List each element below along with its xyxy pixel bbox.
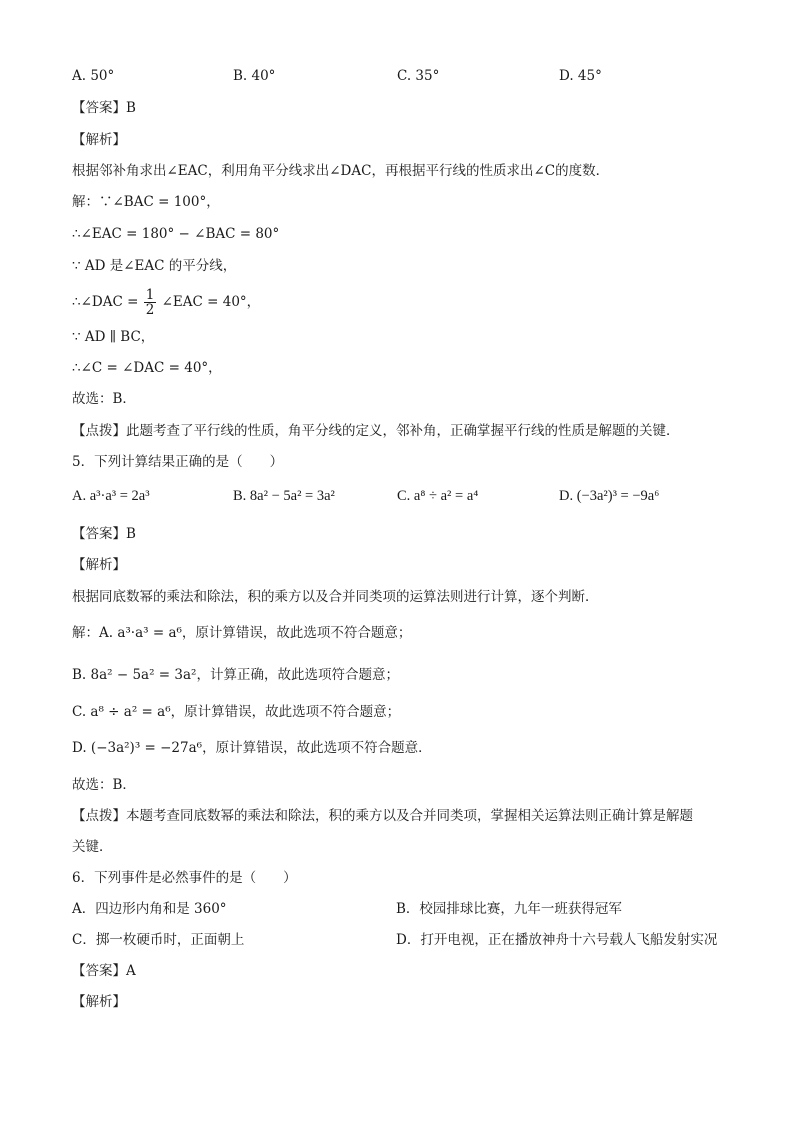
- q4-option-d: D. 45°: [559, 68, 602, 84]
- q5-option-a: A. a³·a³ = 2a³: [72, 488, 150, 504]
- q4-option-c: C. 35°: [397, 68, 440, 84]
- q5-tip-line-2: 关键．: [72, 839, 113, 855]
- q4-solution-line-4: [72, 288, 260, 317]
- q5-option-b: B. 8a² − 5a² = 3a²: [233, 488, 335, 504]
- q4-option-a: A. 50°: [72, 68, 115, 84]
- q5-option-c: C. a⁸ ÷ a² = a⁴: [397, 488, 479, 504]
- q4-option-b: B. 40°: [233, 68, 276, 84]
- fraction-numerator: 1: [145, 287, 155, 303]
- q5-choose: 故选：B．: [72, 777, 136, 793]
- q4-answer: 【答案】B: [72, 100, 136, 116]
- fraction-denominator: 2: [145, 302, 155, 318]
- q6-option-d: D．打开电视，正在播放神舟十六号载人飞船发射实况: [396, 932, 718, 948]
- q4-solution-line-2: ∴∠EAC = 180° − ∠BAC = 80°: [72, 226, 280, 242]
- q5-solution-b: B. 8a² − 5a² = 3a²，计算正确，故此选项符合题意；: [72, 667, 399, 683]
- q6-option-b: B．校园排球比赛，九年一班获得冠军: [396, 901, 622, 917]
- q4-analysis: 根据邻补角求出∠EAC，利用角平分线求出∠DAC，再根据平行线的性质求出∠C的度数．: [72, 163, 610, 179]
- q6-question: 6．下列事件是必然事件的是（ ）: [72, 870, 297, 886]
- q6-option-c: C．掷一枚硬币时，正面朝上: [72, 932, 245, 948]
- q5-analysis: 根据同底数幂的乘法和除法，积的乘方以及合并同类项的运算法则进行计算，逐个判断．: [72, 589, 599, 605]
- q6-analysis-heading: 【解析】: [72, 994, 126, 1010]
- q6-option-a: A．四边形内角和是 360°: [72, 901, 227, 917]
- q4-tip: 【点拨】此题考查了平行线的性质，角平分线的定义，邻补角，正确掌握平行线的性质是解题的关键．: [72, 423, 680, 439]
- q5-solution-a: 解：A. a³·a³ = a⁶，原计算错误，故此选项不符合题意；: [72, 625, 412, 641]
- q5-option-d: D. (−3a²)³ = −9a⁶: [559, 488, 660, 504]
- q4-line4-left: ∴∠DAC =: [72, 294, 139, 310]
- q5-question: 5．下列计算结果正确的是（ ）: [72, 454, 284, 470]
- q5-answer: 【答案】B: [72, 526, 136, 542]
- q4-analysis-heading: 【解析】: [72, 132, 126, 148]
- q4-solution-line-5: ∵ AD ∥ BC，: [72, 329, 155, 345]
- q4-solution-line-3: ∵ AD 是∠EAC 的平分线，: [72, 258, 237, 274]
- q4-line4-right: ∠EAC = 40°，: [161, 294, 261, 310]
- q5-solution-c: C. a⁸ ÷ a² = a⁶，原计算错误，故此选项不符合题意；: [72, 704, 401, 720]
- q4-solution-line-6: ∴∠C = ∠DAC = 40°，: [72, 360, 222, 376]
- q5-analysis-heading: 【解析】: [72, 557, 126, 573]
- q5-tip-line-1: 【点拨】本题考查同底数幂的乘法和除法，积的乘方以及合并同类项，掌握相关运算法则正确计算是解题: [72, 808, 693, 824]
- q4-solution-line-1: 解：∵∠BAC = 100°，: [72, 194, 220, 210]
- q5-solution-d: D. (−3a²)³ = −27a⁶，原计算错误，故此选项不符合题意．: [72, 740, 432, 756]
- q4-choose: 故选：B．: [72, 391, 136, 407]
- half-fraction: [144, 288, 157, 317]
- q6-answer: 【答案】A: [72, 963, 136, 979]
